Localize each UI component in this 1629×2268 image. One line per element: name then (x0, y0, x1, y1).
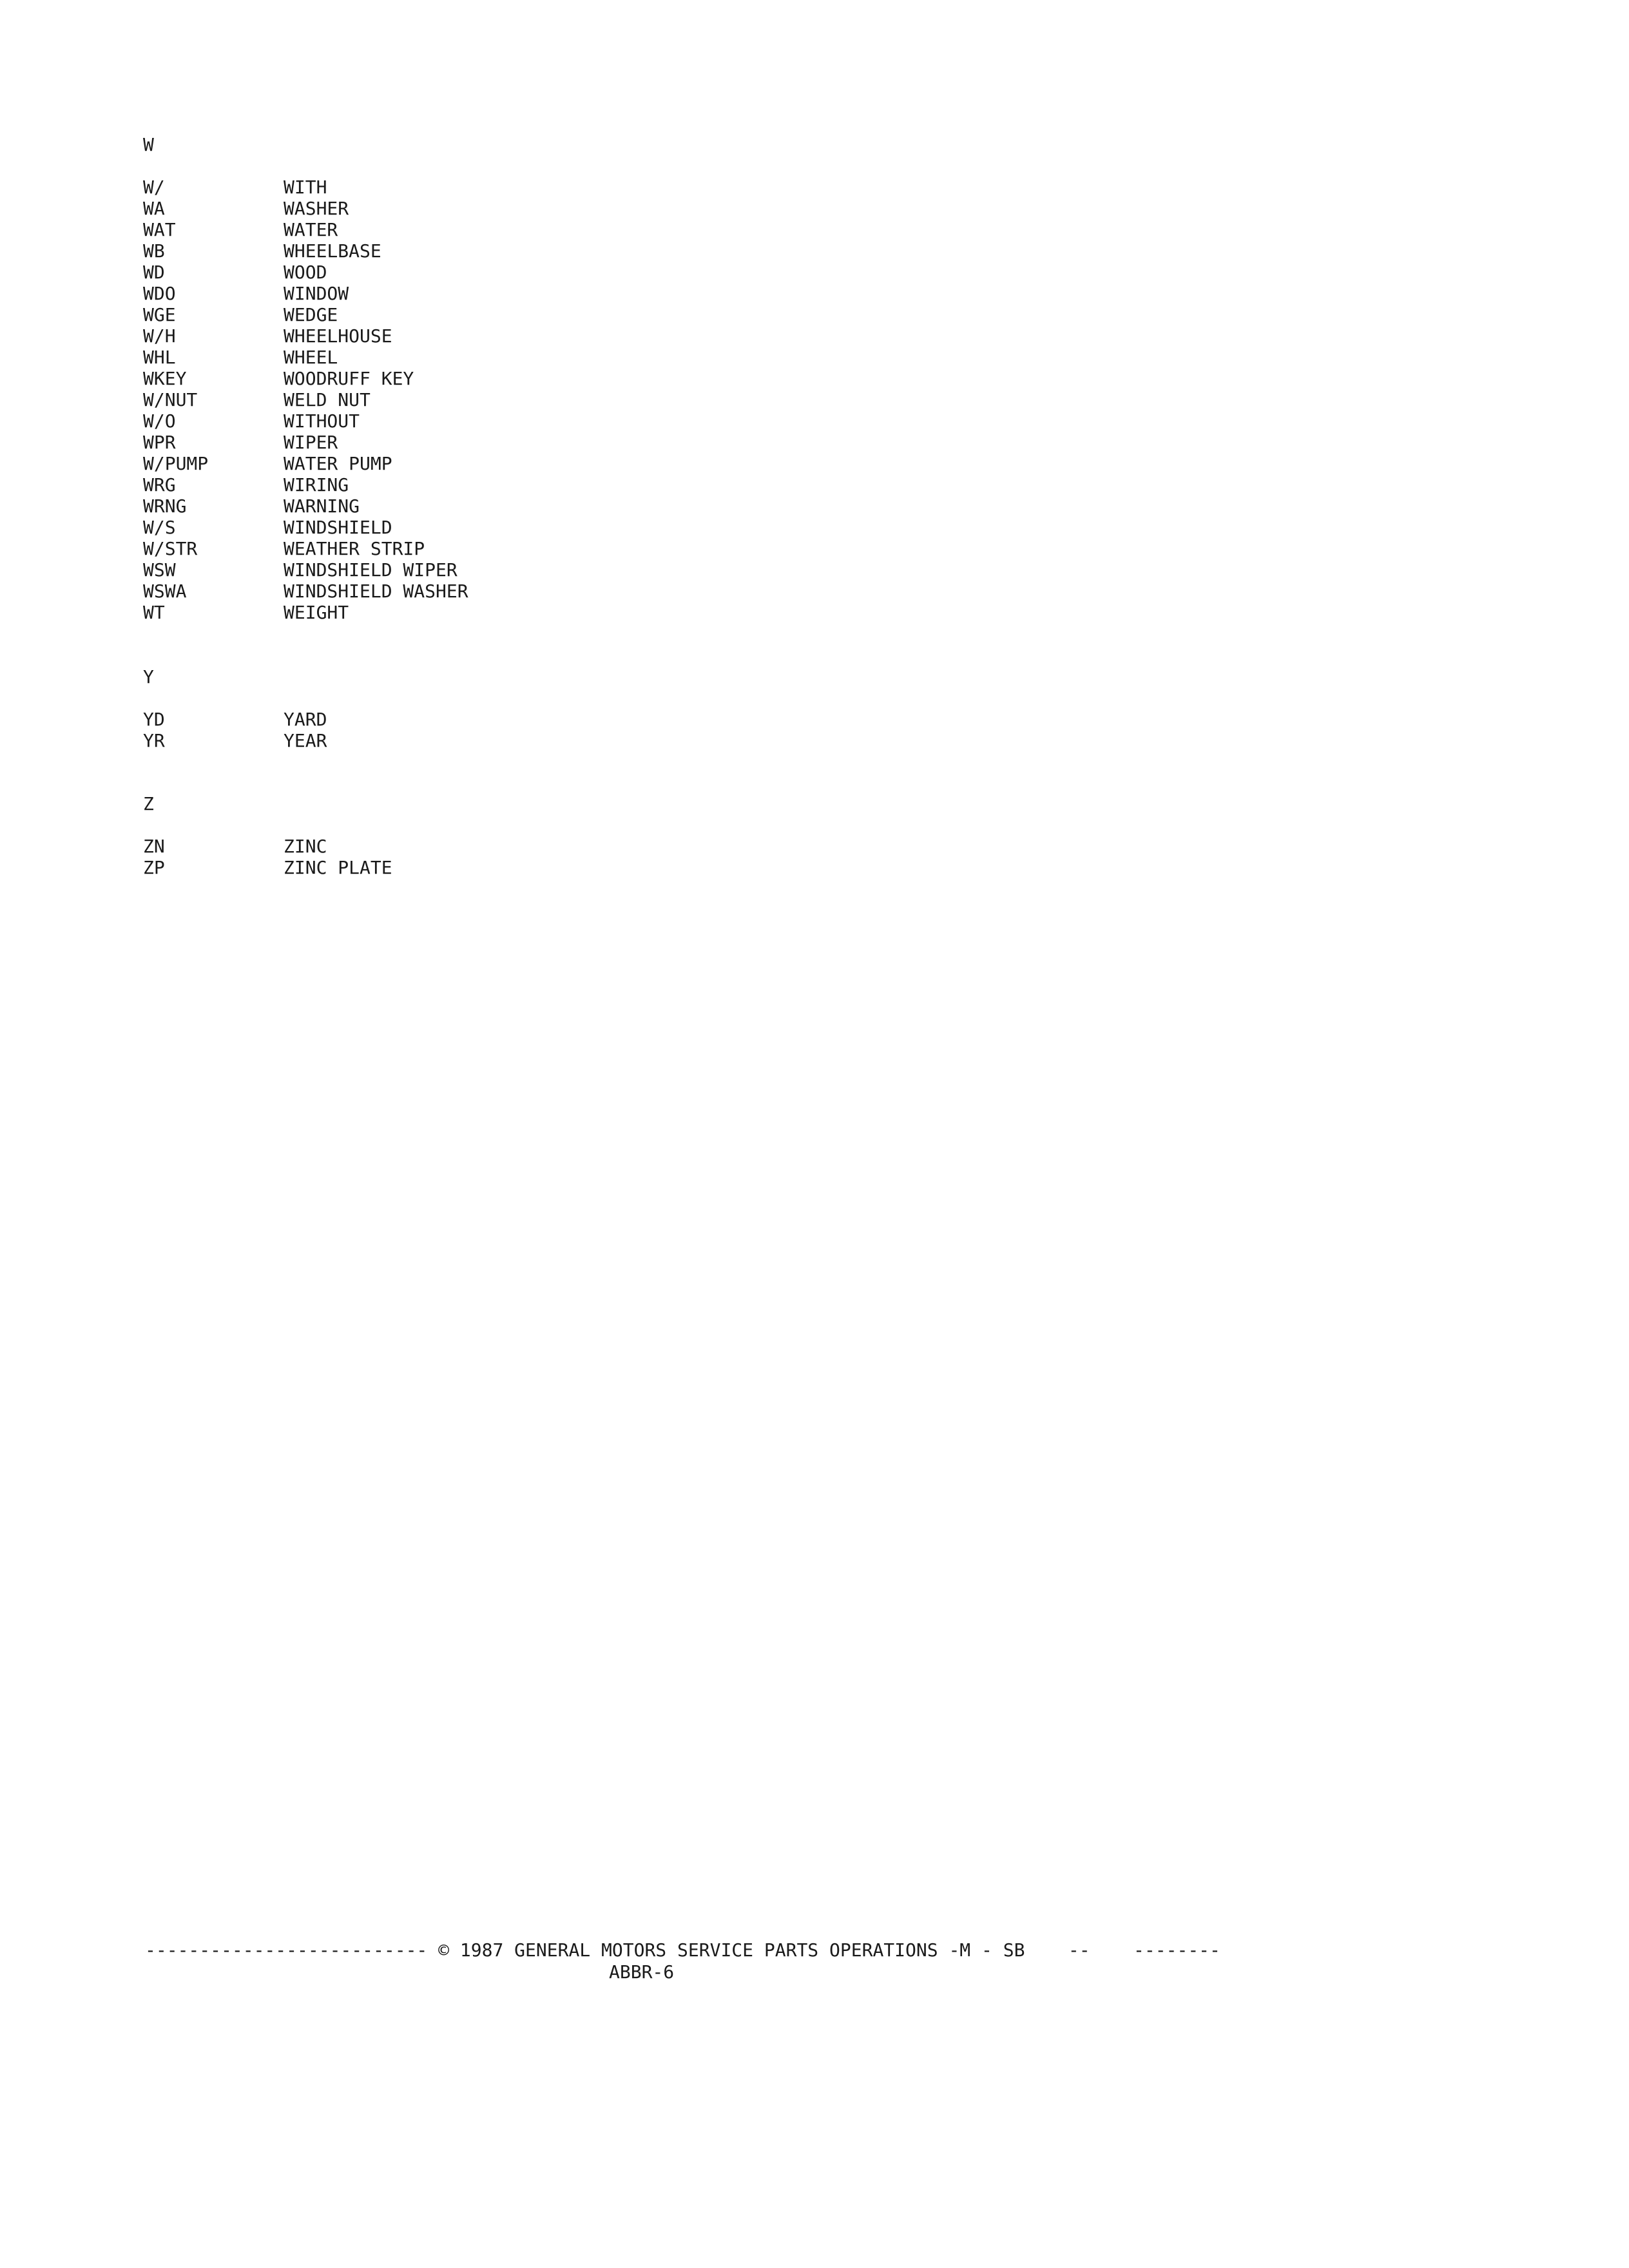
abbreviation-row (143, 709, 1045, 730)
section-y (143, 666, 1045, 751)
abbreviation: W/PUMP (143, 453, 209, 474)
abbreviation-meaning: WEATHER STRIP (284, 538, 425, 559)
abbreviation: WPR (143, 432, 176, 453)
abbreviation-meaning: WATER (284, 219, 338, 240)
abbreviation-meaning: YEAR (284, 730, 327, 751)
abbreviation: WKEY (143, 368, 187, 389)
abbreviation-row (143, 453, 1045, 474)
abbreviation: WT (143, 602, 165, 623)
abbreviation: WRNG (143, 495, 187, 517)
abbreviation-list (143, 836, 1045, 878)
abbreviation-meaning: WHEELHOUSE (284, 325, 392, 347)
abbreviation-row (143, 240, 1045, 262)
section-heading: W (143, 134, 154, 155)
abbreviation-meaning: WOOD (284, 262, 327, 283)
abbreviation: WGE (143, 304, 176, 325)
abbreviation: W/H (143, 325, 176, 347)
abbreviation-meaning: ZINC (284, 836, 327, 857)
abbreviation-meaning: WINDSHIELD WASHER (284, 581, 468, 602)
abbreviation-row (143, 177, 1045, 198)
abbreviation: WSW (143, 559, 176, 581)
abbreviation-meaning: WIPER (284, 432, 338, 453)
section-heading: Z (143, 793, 154, 814)
abbreviation-meaning: WITHOUT (284, 410, 360, 432)
page-number: ABBR-6 (609, 1961, 675, 1983)
abbreviation: WAT (143, 219, 176, 240)
abbreviation: WDO (143, 283, 176, 304)
abbreviation-meaning: YARD (284, 709, 327, 730)
abbreviation: ZN (143, 836, 165, 857)
abbreviation: WRG (143, 474, 176, 495)
abbreviation-row (143, 198, 1045, 219)
abbreviation: ZP (143, 857, 165, 878)
abbreviation-row (143, 368, 1045, 389)
abbreviation-row (143, 836, 1045, 857)
abbreviation-meaning: WATER PUMP (284, 453, 392, 474)
abbreviation-row (143, 730, 1045, 751)
abbreviation-row (143, 389, 1045, 410)
abbreviation-meaning: WEDGE (284, 304, 338, 325)
abbreviation: WA (143, 198, 165, 219)
section-heading: Y (143, 666, 154, 687)
abbreviation: WHL (143, 347, 176, 368)
abbreviation-meaning: WHEEL (284, 347, 338, 368)
abbreviation-meaning: WINDSHIELD (284, 517, 392, 538)
abbreviation: WB (143, 240, 165, 262)
abbreviation-meaning: WIRING (284, 474, 349, 495)
abbreviation-list (143, 177, 1045, 623)
abbreviation-meaning: WARNING (284, 495, 360, 517)
abbreviation: YD (143, 709, 165, 730)
abbreviation-row (143, 538, 1045, 559)
abbreviation: WD (143, 262, 165, 283)
copyright-footer: -------------------------- © 1987 GENERAL MOTORS SERVICE PARTS OPERATIONS -M - SB -- -------- (145, 1939, 1220, 1961)
abbreviation-meaning: WASHER (284, 198, 349, 219)
abbreviation-row (143, 602, 1045, 623)
abbreviation: W/NUT (143, 389, 198, 410)
abbreviation-row (143, 304, 1045, 325)
abbreviation-row (143, 283, 1045, 304)
abbreviation-row (143, 857, 1045, 878)
abbreviation-meaning: WHEELBASE (284, 240, 381, 262)
abbreviation-row (143, 325, 1045, 347)
abbreviation-row (143, 347, 1045, 368)
abbreviation-row (143, 495, 1045, 517)
abbreviation: YR (143, 730, 165, 751)
section-w (143, 134, 1045, 623)
abbreviation-meaning: WINDSHIELD WIPER (284, 559, 458, 581)
abbreviation-meaning: WITH (284, 177, 327, 198)
abbreviation-row (143, 474, 1045, 495)
abbreviation-row (143, 581, 1045, 602)
abbreviation-row (143, 219, 1045, 240)
abbreviation: W/S (143, 517, 176, 538)
abbreviation-meaning: WINDOW (284, 283, 349, 304)
abbreviation-row (143, 432, 1045, 453)
abbreviation-meaning: WOODRUFF KEY (284, 368, 414, 389)
abbreviation: W/O (143, 410, 176, 432)
abbreviation-meaning: WELD NUT (284, 389, 371, 410)
abbreviation-list (143, 709, 1045, 751)
section-z (143, 793, 1045, 878)
abbreviation-row (143, 559, 1045, 581)
abbreviation-row (143, 410, 1045, 432)
abbreviation-row (143, 517, 1045, 538)
abbreviation-meaning: ZINC PLATE (284, 857, 392, 878)
abbreviation: WSWA (143, 581, 187, 602)
abbreviation-meaning: WEIGHT (284, 602, 349, 623)
abbreviation-row (143, 262, 1045, 283)
abbreviation: W/ (143, 177, 165, 198)
abbreviation: W/STR (143, 538, 198, 559)
